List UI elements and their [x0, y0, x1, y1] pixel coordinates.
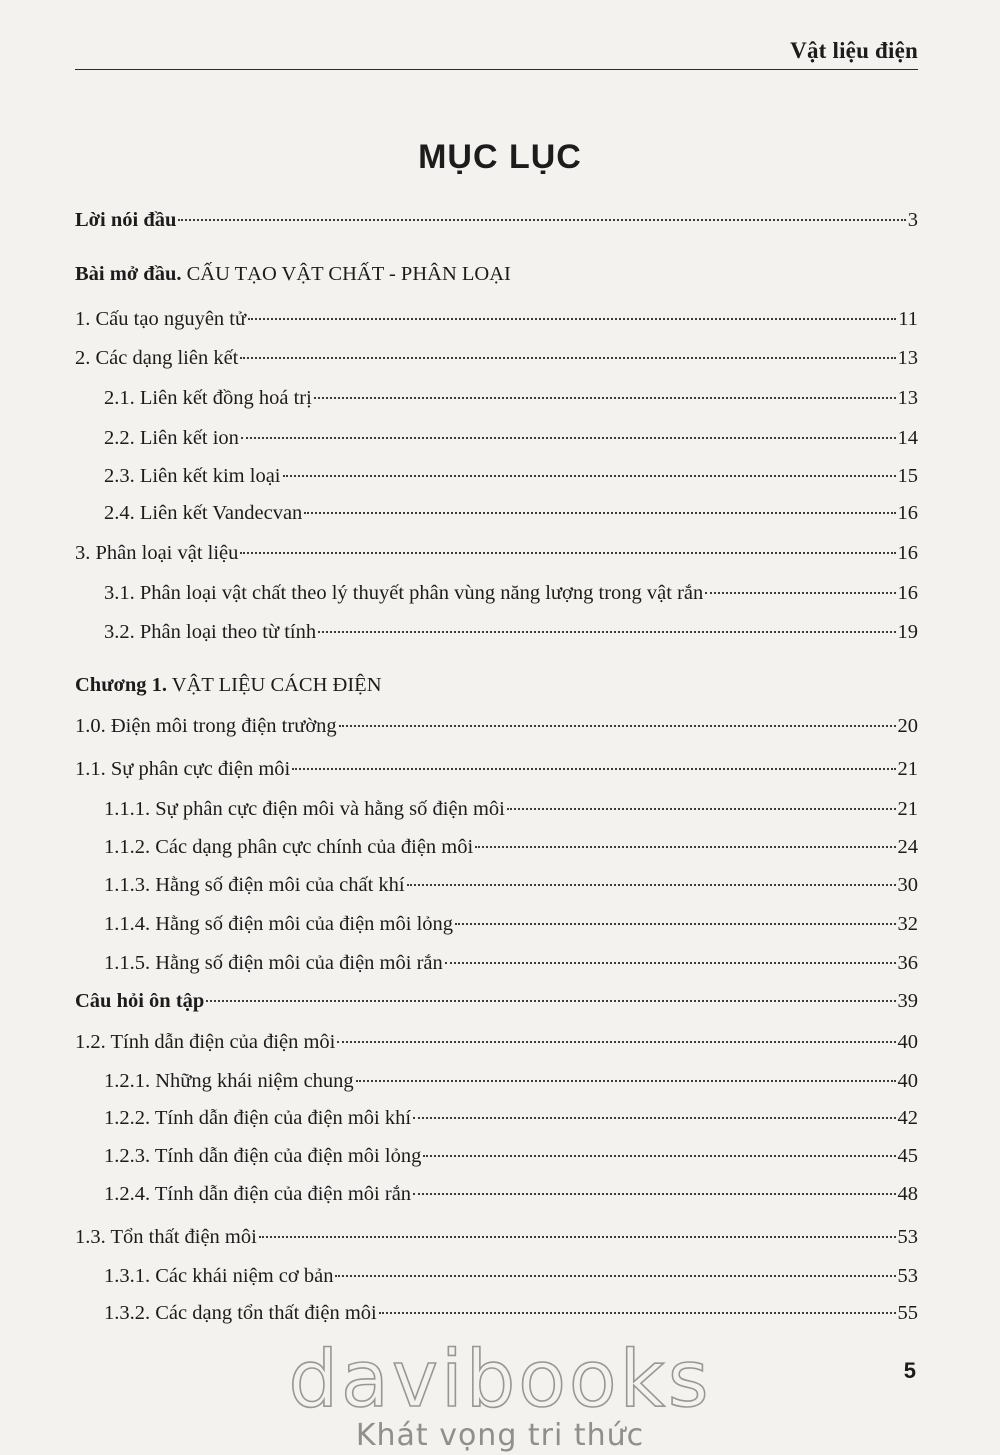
- toc-entry[interactable]: [75, 1029, 918, 1055]
- leader-dots: [240, 357, 895, 359]
- heading-title: VẬT LIỆU CÁCH ĐIỆN: [167, 674, 382, 696]
- toc-entry[interactable]: [104, 911, 918, 937]
- leader-dots: [335, 1275, 895, 1277]
- entry-text: 2. Các dạng liên kết: [75, 347, 239, 369]
- toc-entry[interactable]: [104, 1068, 918, 1094]
- leader-dots: [314, 397, 896, 399]
- entry-text: 1.1.3. Hằng số điện môi của chất khí: [104, 874, 405, 896]
- leader-dots: [178, 219, 905, 221]
- toc-entry[interactable]: [104, 1300, 918, 1326]
- entry-text: 2.2. Liên kết ion: [104, 427, 239, 449]
- toc-entry[interactable]: [104, 872, 918, 898]
- watermark-brand: davibooks: [288, 1335, 712, 1425]
- leader-dots: [455, 923, 895, 925]
- entry-text: 2.1. Liên kết đồng hoá trị: [104, 387, 312, 409]
- toc-entry[interactable]: [104, 1181, 918, 1207]
- entry-text: 1.2. Tính dẫn điện của điện môi: [75, 1031, 336, 1053]
- entry-page: 15: [897, 465, 918, 487]
- entry-page: 19: [897, 621, 918, 643]
- entry-text: 1.1. Sự phân cực điện môi: [75, 758, 291, 780]
- section-heading-bai-mo-dau: [75, 261, 511, 287]
- leader-dots: [292, 768, 895, 770]
- entry-page: 40: [897, 1031, 918, 1053]
- entry-page: 42: [897, 1107, 918, 1129]
- entry-page: 32: [897, 913, 918, 935]
- entry-page: 16: [897, 542, 918, 564]
- heading-title: CẤU TẠO VẬT CHẤT - PHÂN LOẠI: [181, 263, 511, 285]
- leader-dots: [206, 1000, 895, 1002]
- toc-entry[interactable]: [104, 385, 918, 411]
- entry-text: 1.2.2. Tính dẫn điện của điện môi khí: [104, 1107, 412, 1129]
- toc-entry[interactable]: [104, 463, 918, 489]
- toc-entry[interactable]: [75, 1224, 918, 1250]
- toc-entry-cau-hoi-on-tap[interactable]: [75, 988, 918, 1014]
- entry-page: 13: [897, 347, 918, 369]
- entry-page: 20: [897, 715, 918, 737]
- leader-dots: [259, 1236, 896, 1238]
- entry-page: 55: [897, 1302, 918, 1324]
- entry-text: 1.1.1. Sự phân cực điện môi và hằng số điện môi: [104, 798, 505, 820]
- entry-page: 36: [897, 952, 918, 974]
- entry-page: 3: [907, 209, 918, 231]
- toc-entry[interactable]: [104, 619, 918, 645]
- toc-entry[interactable]: [104, 1143, 918, 1169]
- heading-label: Bài mở đầu.: [75, 263, 182, 285]
- entry-text: 1.0. Điện môi trong điện trường: [75, 715, 337, 737]
- entry-label: Câu hỏi ôn tập: [75, 990, 205, 1012]
- toc-entry[interactable]: [75, 540, 918, 566]
- leader-dots: [318, 631, 895, 633]
- leader-dots: [339, 725, 896, 727]
- entry-page: 24: [897, 836, 918, 858]
- entry-page: 39: [897, 990, 918, 1012]
- entry-page: 21: [897, 758, 918, 780]
- entry-page: 13: [897, 387, 918, 409]
- toc-entry[interactable]: [104, 500, 918, 526]
- entry-page: 21: [897, 798, 918, 820]
- entry-page: 11: [898, 308, 918, 330]
- entry-page: 53: [897, 1226, 918, 1248]
- entry-text: 1.1.4. Hằng số điện môi của điện môi lỏng: [104, 913, 454, 935]
- entry-page: 30: [897, 874, 918, 896]
- leader-dots: [379, 1312, 896, 1314]
- leader-dots: [705, 592, 895, 594]
- leader-dots: [283, 475, 896, 477]
- entry-text: 3. Phân loại vật liệu: [75, 542, 239, 564]
- entry-text: 3.2. Phân loại theo từ tính: [104, 621, 317, 643]
- toc-entry[interactable]: [75, 756, 918, 782]
- entry-text: 1.3.2. Các dạng tổn thất điện môi: [104, 1302, 377, 1324]
- entry-text: 2.3. Liên kết kim loại: [104, 465, 281, 487]
- entry-label: Lời nói đầu: [75, 209, 177, 231]
- toc-entry[interactable]: [75, 345, 918, 371]
- entry-text: 1.3.1. Các khái niệm cơ bản: [104, 1265, 334, 1287]
- toc-entry[interactable]: [104, 950, 918, 976]
- leader-dots: [241, 437, 896, 439]
- leader-dots: [507, 808, 896, 810]
- leader-dots: [248, 318, 896, 320]
- entry-text: 1.2.1. Những khái niệm chung: [104, 1070, 354, 1092]
- leader-dots: [240, 552, 895, 554]
- leader-dots: [423, 1155, 895, 1157]
- entry-page: 40: [897, 1070, 918, 1092]
- entry-page: 16: [897, 582, 918, 604]
- toc-title: MỤC LỤC: [418, 138, 582, 176]
- leader-dots: [304, 512, 895, 514]
- entry-text: 3.1. Phân loại vật chất theo lý thuyết phân vùng năng lượng trong vật rắn: [104, 582, 704, 604]
- section-heading-chuong-1: [75, 672, 382, 698]
- toc-entry[interactable]: [104, 580, 918, 606]
- entry-page: 45: [897, 1145, 918, 1167]
- leader-dots: [356, 1080, 896, 1082]
- entry-text: 1.1.5. Hằng số điện môi của điện môi rắn: [104, 952, 443, 974]
- leader-dots: [445, 962, 896, 964]
- toc-entry[interactable]: [104, 425, 918, 451]
- toc-entry-loi-noi-dau[interactable]: [75, 207, 918, 233]
- toc-entry[interactable]: [104, 834, 918, 860]
- entry-text: 1.3. Tổn thất điện môi: [75, 1226, 257, 1248]
- entry-page: 48: [897, 1183, 918, 1205]
- entry-text: 1.2.4. Tính dẫn điện của điện môi rắn: [104, 1183, 412, 1205]
- toc-entry[interactable]: [104, 1105, 918, 1131]
- toc-entry[interactable]: [75, 306, 918, 332]
- leader-dots: [475, 846, 895, 848]
- page-number: 5: [903, 1358, 916, 1383]
- leader-dots: [407, 884, 896, 886]
- entry-text: 1.1.2. Các dạng phân cực chính của điện môi: [104, 836, 474, 858]
- entry-text: 2.4. Liên kết Vandecvan: [104, 502, 303, 524]
- leader-dots: [337, 1041, 895, 1043]
- header-title: Vật liệu điện: [790, 38, 918, 63]
- entry-page: 14: [897, 427, 918, 449]
- toc-entry[interactable]: [75, 713, 918, 739]
- leader-dots: [413, 1117, 895, 1119]
- toc-entry[interactable]: [104, 1263, 918, 1289]
- leader-dots: [413, 1193, 895, 1195]
- toc-entry[interactable]: [104, 796, 918, 822]
- heading-label: Chương 1.: [75, 674, 168, 696]
- watermark-slogan: Khát vọng tri thức: [355, 1418, 645, 1453]
- entry-page: 53: [897, 1265, 918, 1287]
- entry-text: 1.2.3. Tính dẫn điện của điện môi lỏng: [104, 1145, 422, 1167]
- entry-page: 16: [897, 502, 918, 524]
- entry-text: 1. Cấu tạo nguyên tử: [75, 308, 247, 330]
